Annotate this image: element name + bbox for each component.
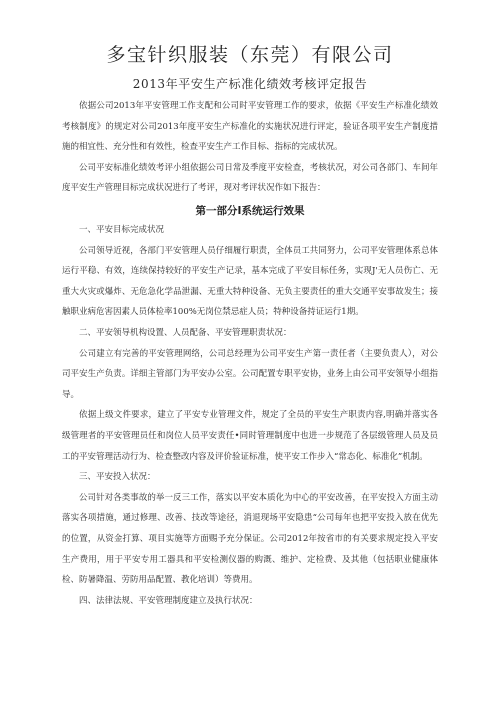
intro-section: [62, 96, 438, 199]
section-4-title: 四、法律法规、平安管理制度建立及执行状况：: [79, 595, 258, 606]
company-name: 多宝针织服装（东莞）有限公司: [106, 44, 394, 66]
section-3-text: 公司针对各类事故的举一反三工作，落实以平安本质化为中心的平安改善，在平安投入方面主动落实各项措施，通过修理、改善、技改等途径，消退现场平安隐患“公司每年也把平安投入放在优先的位置，从资金打算、项目实施等方面赐予充分保证。公司2012年按省市的有关要求规定投入平安生产费用，用于平安专用工器具和平安检测仪器的购溉、维护、定检费、及其他（包括职业健康体检、防暑降温、劳防用品配置、教化培训）等费用。: [62, 492, 438, 586]
section-2-text-2: 依据上级文件要求，建立了平安专业管理文件，规定了全员的平安生产职责内容,明确并落实各级管理者的平安管理员任和岗位人员平安责任•同时管理制度中也进一步规范了各层级管理人员及员工的平安管理活动行为、检查整改内容及评价验证标准，使平安工作步入“常态化、标准化”机制。: [62, 410, 438, 462]
section-1-title: 一、平安目标完成状况: [79, 225, 165, 235]
section-3-title: 三、平安投入状况：: [79, 472, 156, 483]
part1-heading: 第一部分I系统运行效果: [195, 205, 305, 217]
intro-paragraph-1: 依据公司2013年平安管理工作支配和公司时平安管理工作的要求，依据《平安生产标准化绩效考核制度》的规定对公司2013年度平安生产标准化的实施状况进行评定，验证各项平安生产制度措施的相宜性、充分性和有效性，检查平安生产工作目标、指标的完成状况。: [62, 101, 438, 153]
section-2-text-1: 公司建立有完善的平安管理网络，公司总经理为公司平安生产第一责任者（主要负责人），对公司平安生产负责。详细主管部门为平安办公室。公司配置专职平安协，业务上由公司平安领导小组指导。: [62, 348, 438, 400]
intro-paragraph-2: 公司平安标准化绩效考评小组依据公司日常及季度平安检查，考核状况，对公司各部门、车间年度平安生产管理目标完成状况进行了考评，现对考评状况作如下报告：: [62, 162, 438, 194]
section-1-text: 公司领导近视，各部门平安管理人员仔细履行职责，全体员工共同努力，公司平安管理体系总体运行平稳、有效，连续保持较好的平安生产记录，基本完成了平安目标任务，实现J'无人员伤亡、无重大火灾或爆炸、无危急化学品泄漏、无重大特种设备、无负主要责任的重大交通平安事故发生；接触职业病危害因素人员体检率100%无岗位禁忌症人员；特种设备持证运行1期。: [62, 245, 438, 318]
report-title: 2013年平安生产标准化绩效考核评定报告: [132, 77, 368, 91]
section-2-title: 二、平安领导机构设置、人员配备、平安管理职责状况：: [79, 327, 292, 338]
part1-body: [62, 220, 438, 611]
